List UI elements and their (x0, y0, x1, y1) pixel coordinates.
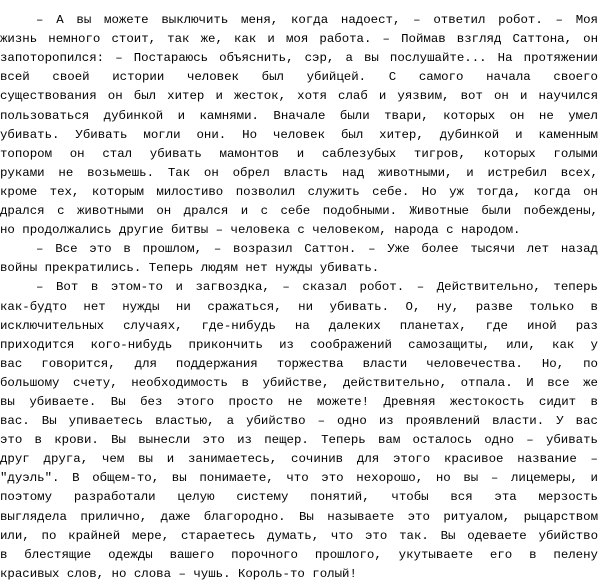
text-line: выглядела прилично, даже благородно. Вы называете это ритуалом, рыцарством (0, 509, 598, 524)
paragraph-first-line: – А вы можете выключить меня, когда надоест, – ответил робот. – Моя (36, 13, 598, 28)
text-line (0, 0, 611, 11)
paragraph-first-line: – Все это в прошлом, – возразил Саттон. – Уже более тысячи лет назад (36, 242, 598, 257)
text-line: большому счету, необходимость в убийстве, действительно, отпала. И все же (0, 375, 598, 390)
text-line: красивых слов, но слова – чушь. Король-то голый! (0, 566, 357, 581)
text-line: или, по крайней мере, стараетесь думать, что это так. Вы одеваете убийство (0, 528, 598, 543)
text-line: убивать. Убивать могли они. Но человек был хитер, дубинкой и каменным (0, 127, 598, 142)
text-line: это в крови. Вы вынесли это из пещер. Теперь вам осталось одно – убивать (0, 433, 598, 448)
text-line: поэтому разработали целую систему понятий, чтобы вся эта мерзость (0, 490, 598, 505)
text-line: как-будто нет нужды ни сражаться, ни убивать. О, ну, разве только в (0, 299, 598, 314)
paragraph-first-line: – Вот в этом-то и загвоздка, – сказал робот. – Действительно, теперь (36, 280, 598, 295)
text-line: кроме тех, которым милостиво позволил служить себе. Но уж тогда, когда он (0, 184, 598, 199)
text-line: топором он стал убивать мамонтов и саблезубых тигров, которых голыми (0, 146, 598, 161)
text-line: вас. Вы упиваетесь властью, а убийство – одно из проявлений власти. У вас (0, 414, 598, 429)
text-line: жизнь немного стоит, так же, как и моя работа. – Поймав взгляд Саттона, он (0, 32, 598, 47)
text-line: пользоваться дубинкой и камнями. Вначале были твари, которых он не умел (0, 108, 598, 123)
text-line: запоторопился: – Постараюсь объяснить, сэр, а вы послушайте... На протяжении (0, 51, 598, 66)
text-line: дрался с животными он дрался и с себе подобными. Животные были побеждены, (0, 204, 598, 219)
text-line: "дуэль". В общем-то, вы понимаете, что это нехорошо, но вы – лицемеры, и (0, 471, 598, 486)
text-line: исключительных случаях, где-нибудь на далеких планетах, где иной раз (0, 318, 598, 333)
text-line: войны прекратились. Теперь людям нет нужды убивать. (0, 261, 380, 276)
text-line: вы убиваете. Вы без этого просто не можете! Древняя жестокость сидит в (0, 394, 598, 409)
text-line: вас говорится, для поддержания торжества власти человечества. Но, по (0, 356, 598, 371)
text-line: всей своей истории человек был убийцей. С самого начала своего (0, 70, 598, 85)
text-line: но продолжались другие битвы – человека с человеком, народа с народом. (0, 223, 521, 238)
text-line: руками не возьмешь. Так он обрел власть над животными, и истребил всех, (0, 165, 598, 180)
text-line: приходится кого-нибудь прикончить из соображений самозащиты, или, как у (0, 337, 598, 352)
text-line: в блестящие одежды вашего порочного прошлого, укутываете его в пелену (0, 547, 598, 562)
text-line: существования он был хитер и жесток, хотя слаб и уязвим, вот он и научился (0, 89, 598, 104)
text-line: друг друга, чем вы и занимаетесь, сочинив для этого красивое название – (0, 452, 598, 467)
